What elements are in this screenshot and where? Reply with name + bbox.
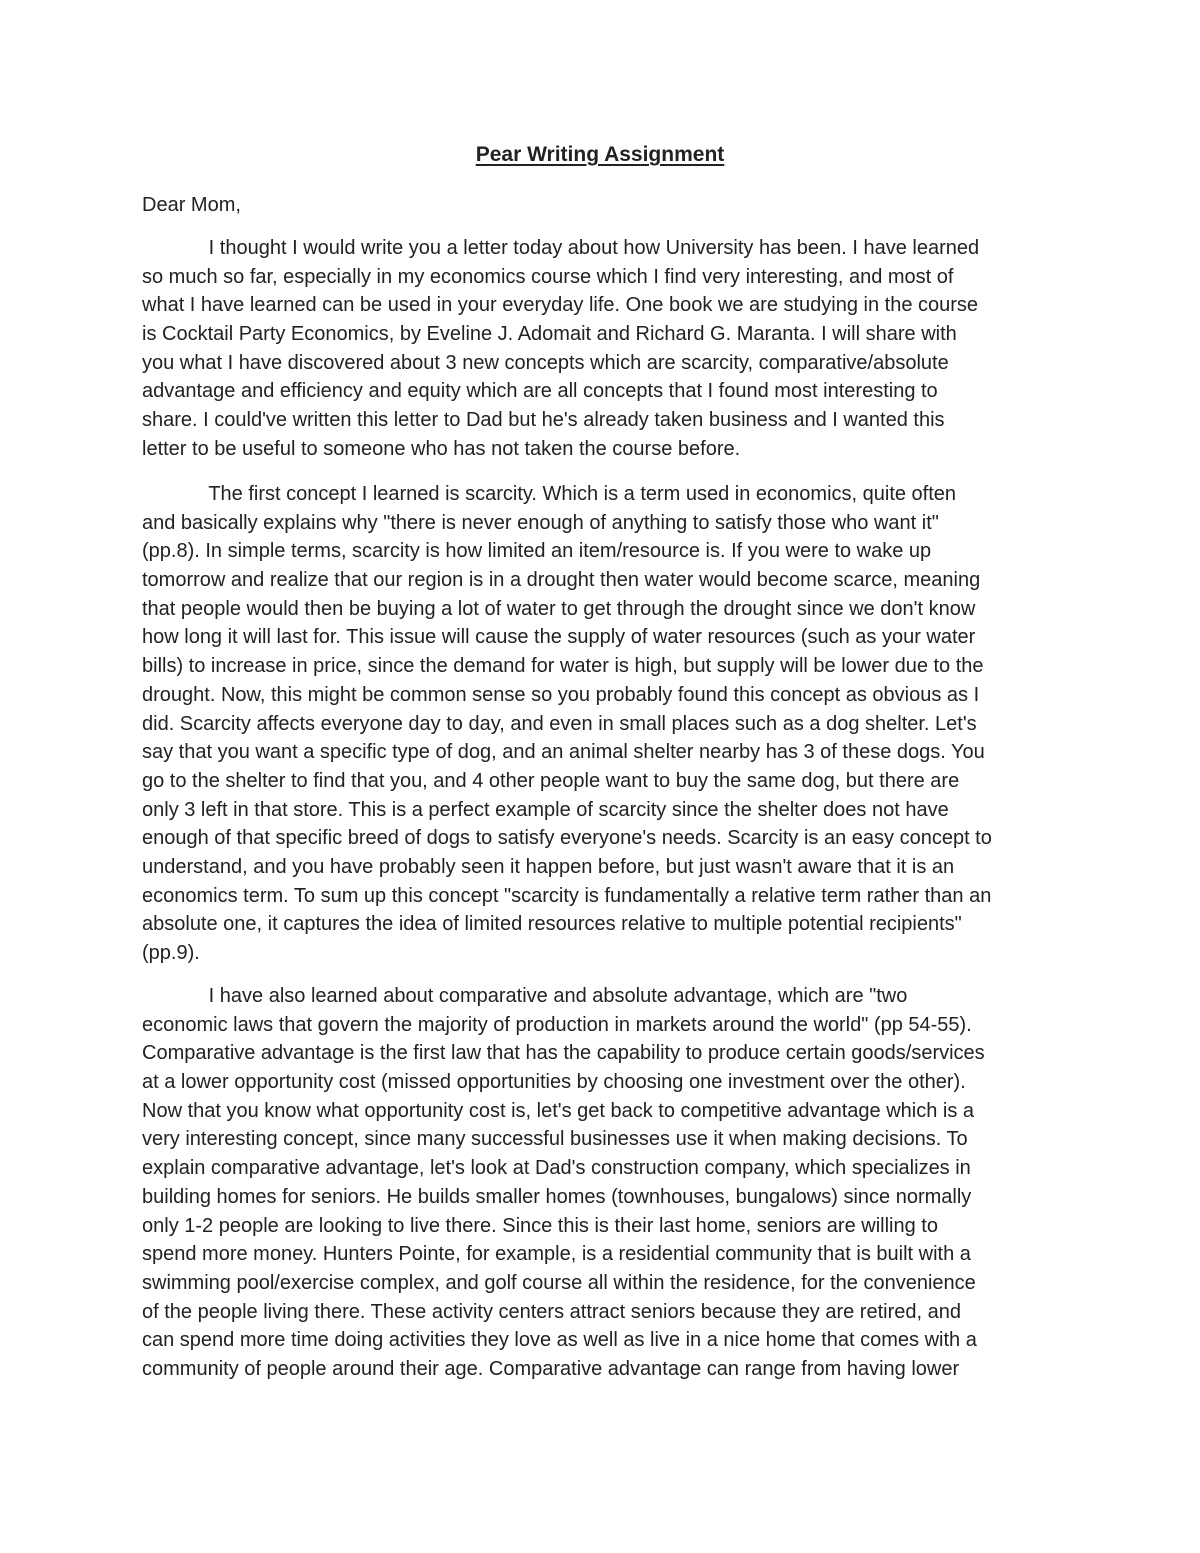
paragraph-line: tomorrow and realize that our region is in a drought then water would become scarce, meaning (142, 569, 981, 592)
paragraph-line: share. I could've written this letter to Dad but he's already taken business and I wanted this (142, 409, 945, 432)
paragraph-line: did. Scarcity affects everyone day to day, and even in small places such as a dog shelter. Let's (142, 712, 977, 735)
paragraph-line: of the people living there. These activity centers attract seniors because they are retired, and (142, 1300, 961, 1323)
paragraph-line: how long it will last for. This issue will cause the supply of water resources (such as your water (142, 626, 976, 649)
paragraph-line: swimming pool/exercise complex, and golf course all within the residence, for the convenience (142, 1271, 976, 1294)
paragraph-intro (142, 234, 1082, 464)
paragraph-scarcity (142, 480, 1082, 968)
paragraph-line: I thought I would write you a letter today about how University has been. I have learned (142, 237, 980, 259)
paragraph-line: (pp.8). In simple terms, scarcity is how limited an item/resource is. If you were to wake up (142, 540, 932, 563)
paragraph-line: what I have learned can be used in your everyday life. One book we are studying in the course (142, 294, 979, 317)
paragraph-line: go to the shelter to find that you, and 4 other people want to buy the same dog, but there are (142, 769, 960, 792)
paragraph-line: explain comparative advantage, let's look at Dad's construction company, which specializes in (142, 1157, 971, 1180)
salutation: Dear Mom, (142, 194, 241, 216)
paragraph-line: at a lower opportunity cost (missed opportunities by choosing one investment over the other). (142, 1071, 966, 1094)
paragraph-line: (pp.9). (142, 942, 200, 964)
paragraph-line: Now that you know what opportunity cost is, let's get back to competitive advantage which is a (142, 1099, 975, 1122)
paragraph-line: letter to be useful to someone who has not taken the course before. (142, 437, 741, 460)
paragraph-line: and basically explains why "there is never enough of anything to satisfy those who want it" (142, 511, 939, 534)
paragraph-line: community of people around their age. Comparative advantage can range from having lower (142, 1357, 960, 1380)
paragraph-line: bills) to increase in price, since the demand for water is high, but supply will be lower due to the (142, 655, 984, 678)
paragraph-line: enough of that specific breed of dogs to satisfy everyone's needs. Scarcity is an easy concept to (142, 827, 992, 850)
paragraph-line: so much so far, especially in my economics course which I find very interesting, and most of (142, 265, 954, 288)
paragraph-line: The first concept I learned is scarcity. Which is a term used in economics, quite often (142, 483, 957, 505)
document-title: Pear Writing Assignment (475, 143, 725, 166)
paragraph-comparative-advantage (142, 982, 1082, 1384)
paragraph-line: drought. Now, this might be common sense so you probably found this concept as obvious as I (142, 683, 980, 706)
paragraph-line: that people would then be buying a lot of water to get through the drought since we don't know (142, 597, 976, 620)
paragraph-line: only 1-2 people are looking to live there. Since this is their last home, seniors are willing to (142, 1214, 938, 1237)
paragraph-line: can spend more time doing activities they love as well as live in a nice home that comes with a (142, 1329, 977, 1352)
paragraph-line: advantage and efficiency and equity which are all concepts that I found most interesting to (142, 380, 938, 403)
paragraph-line: you what I have discovered about 3 new concepts which are scarcity, comparative/absolute (142, 351, 949, 374)
paragraph-line: very interesting concept, since many successful businesses use it when making decisions. To (142, 1128, 968, 1151)
paragraph-line: Comparative advantage is the first law that has the capability to produce certain goods/services (142, 1042, 985, 1065)
paragraph-line: building homes for seniors. He builds smaller homes (townhouses, bungalows) since normally (142, 1185, 972, 1208)
paragraph-line: is Cocktail Party Economics, by Eveline J. Adomait and Richard G. Maranta. I will share with (142, 323, 957, 346)
paragraph-line: spend more money. Hunters Pointe, for example, is a residential community that is built with a (142, 1243, 971, 1266)
paragraph-line: only 3 left in that store. This is a perfect example of scarcity since the shelter does not have (142, 798, 949, 821)
paragraph-line: I have also learned about comparative and absolute advantage, which are "two (142, 985, 908, 1007)
paragraph-line: economic laws that govern the majority of production in markets around the world" (pp 54-55). (142, 1013, 972, 1036)
paragraph-line: absolute one, it captures the idea of limited resources relative to multiple potential recipients" (142, 913, 962, 936)
paragraph-line: understand, and you have probably seen it happen before, but just wasn't aware that it is an (142, 855, 955, 878)
paragraph-line: economics term. To sum up this concept "scarcity is fundamentally a relative term rather than an (142, 884, 992, 907)
paragraph-line: say that you want a specific type of dog, and an animal shelter nearby has 3 of these dogs. You (142, 741, 985, 764)
